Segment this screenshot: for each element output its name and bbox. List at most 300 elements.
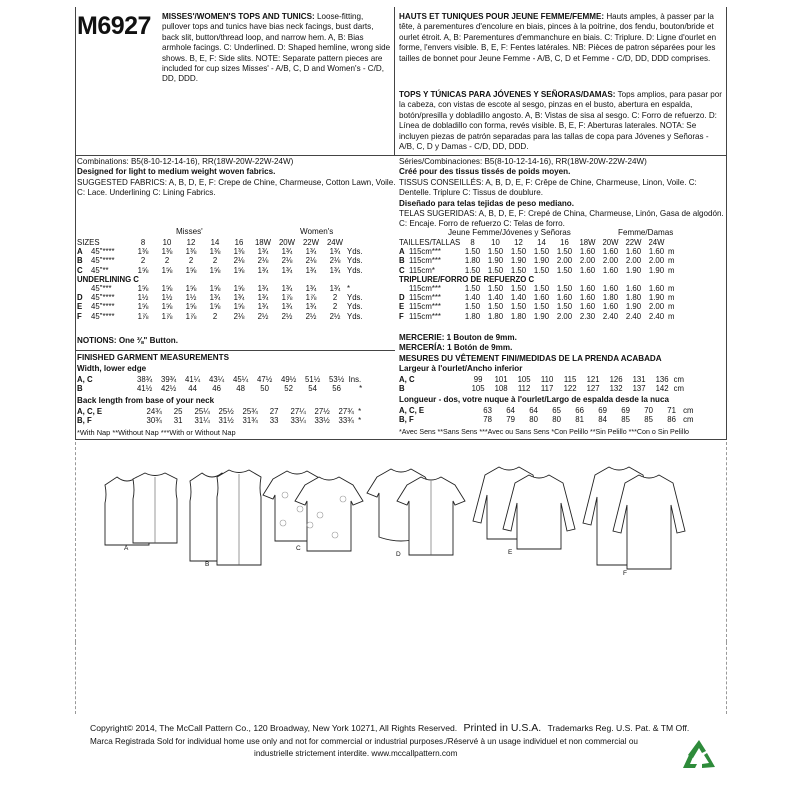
- description-spanish-title: TOPS Y TÚNICAS PARA JÓVENES Y SEÑORAS/DAMAS:: [399, 90, 616, 99]
- right-yardage-cell: 2.40: [648, 311, 665, 321]
- right-yardage-width: 115cm***: [409, 256, 441, 266]
- right-yardage-cell: 1.60: [556, 293, 573, 303]
- merceria-es: MERCERÍA: 1 Botón de 9mm.: [399, 343, 513, 352]
- left-width-cell: 49½: [281, 375, 297, 384]
- right-yardage-cell: 1.50: [464, 247, 481, 257]
- footer-line-2: Marca Registrada Sold for individual home use only and not for commercial or industrial purposes./Réservé à un usage individuel et non commercial ou: [90, 737, 638, 746]
- right-longueur-row: [399, 406, 725, 415]
- left-yardage-cell: 2½: [281, 311, 293, 321]
- right-yardage-cell: 1.60: [602, 284, 619, 294]
- right-yardage-cell: 1.50: [510, 284, 527, 294]
- left-yardage-cell: 2: [212, 256, 218, 266]
- right-longueur-cell: 70: [644, 406, 653, 415]
- left-yardage-cell: 1⅝: [233, 284, 245, 294]
- left-yardage-size-4: 16: [234, 238, 244, 247]
- left-yardage-cell: 2½: [305, 311, 317, 321]
- left-yardage-size-7: 22W: [302, 238, 320, 247]
- left-yardage-cell: 1⅜: [161, 247, 173, 257]
- right-yardage-cell: 1.50: [487, 302, 504, 312]
- largeur-table: [399, 375, 725, 393]
- right-largeur-cell: 101: [494, 375, 508, 384]
- right-yardage-cell: 2.00: [625, 256, 642, 266]
- right-largeur-width: [415, 375, 467, 384]
- left-yardage-width: 45"****: [91, 302, 115, 312]
- largeur-title: Largeur à l'ourlet/Ancho inferior: [399, 364, 523, 373]
- left-yardage-cell: 1¾: [305, 302, 317, 312]
- right-yardage-view: E: [399, 302, 405, 312]
- right-yardage-cell: 1.60: [625, 284, 642, 294]
- right-yardage-cell: 1.50: [487, 265, 504, 275]
- right-largeur-cell: 110: [540, 375, 554, 384]
- left-back-width: [102, 416, 142, 425]
- left-yardage-cell: 1⅝: [233, 265, 245, 275]
- right-yardage-row: [399, 247, 725, 256]
- left-back-cell: 33½: [314, 416, 330, 426]
- fabrics-fr-text: TISSUS CONSEILLÉS: A, B, D, E, F: Crêpe de Chine, Charmeuse, Linon, Voile. C: Dentelle. Triplure C: Tissus de doublure.: [399, 177, 697, 198]
- left-yardage-width: 45"****: [91, 311, 115, 321]
- right-yardage-width: 115cm*: [409, 265, 435, 275]
- left-yardage-cell: 2: [332, 302, 338, 312]
- womens-group-label: Women's: [300, 227, 334, 236]
- right-yardage-cell: 1.80: [625, 293, 642, 303]
- left-yardage-table: [77, 238, 395, 321]
- left-yardage-sizes-label: SIZES: [77, 238, 100, 247]
- right-largeur-cell: 112: [517, 384, 531, 394]
- left-yardage-row: [77, 247, 395, 256]
- left-width-unit: Ins.: [348, 375, 362, 384]
- right-yardage-cell: 1.50: [533, 265, 550, 275]
- fabrics-es-text: TELAS SUGERIDAS: A, B, D, E, F: Crepé de China, Charmeuse, Linón, Gasa de algodón. C: Encaje. Forro de refuerzo C: Telas de forro.: [399, 209, 724, 229]
- left-yardage-view: F: [77, 311, 82, 321]
- view-b-illustration: [190, 470, 261, 565]
- combinations-text: Combinations: B5(8-10-12-14-16), RR(18W-20W-22W-24W): [77, 157, 294, 166]
- right-longueur-cell: 64: [506, 406, 515, 415]
- left-yardage-cell: 1⅝: [161, 284, 173, 294]
- view-f-label: F: [623, 570, 627, 577]
- left-yardage-cell: 1¾: [257, 284, 269, 294]
- right-longueur-cell: 85: [644, 415, 653, 425]
- right-yardage-cell: 2.00: [579, 256, 596, 266]
- right-largeur-cell: 105: [517, 375, 531, 384]
- left-back-view: B, F: [77, 416, 92, 426]
- right-yardage-cell: 1.40: [464, 293, 481, 303]
- right-yardage-size-0: 8: [470, 238, 475, 247]
- view-c-illustration: [263, 471, 363, 551]
- right-largeur-view: A, C: [399, 375, 415, 384]
- left-back-cell: 33¾: [338, 416, 354, 426]
- left-back-cell: 27: [269, 407, 279, 416]
- left-yardage-cell: 1¾: [281, 265, 293, 275]
- right-yardage-table: [399, 238, 725, 321]
- right-yardage-size-2: 12: [514, 238, 523, 247]
- left-back-cell: 27¾: [338, 407, 354, 416]
- left-back-cell: 27¼: [290, 407, 306, 416]
- right-longueur-cell: 69: [598, 406, 607, 415]
- left-yardage-width: 45"****: [91, 293, 115, 303]
- right-longueur-cell: 71: [667, 406, 676, 415]
- left-yardage-width: 45"****: [91, 247, 115, 257]
- right-longueur-cell: 64: [529, 406, 538, 415]
- right-largeur-cell: 132: [609, 384, 623, 394]
- mercerie-fr: MERCERIE: 1 Bouton de 9mm.: [399, 333, 517, 342]
- view-illustrations: [95, 465, 715, 585]
- left-yardage-cell: 2⅛: [329, 256, 341, 266]
- right-longueur-cell: 69: [621, 406, 630, 415]
- right-yardage-cell: 2.40: [602, 311, 619, 321]
- right-yardage-cell: 1.50: [464, 265, 481, 275]
- right-longueur-cell: 65: [552, 406, 561, 415]
- left-yardage-size-1: 10: [162, 238, 172, 247]
- right-yardage-cell: 1.60: [579, 265, 596, 275]
- right-longueur-cell: 80: [529, 415, 538, 425]
- right-yardage-cell: 1.60: [579, 302, 596, 312]
- left-width-cell: 53½: [329, 375, 345, 384]
- right-largeur-row: [399, 384, 725, 393]
- left-cut-line: [75, 442, 76, 642]
- right-yardage-cell: 1.50: [487, 247, 504, 257]
- right-yardage-cell: 2.40: [625, 311, 642, 321]
- right-yardage-size-1: 10: [491, 238, 500, 247]
- left-width-width: [93, 384, 133, 393]
- left-yardage-size-3: 14: [210, 238, 220, 247]
- longueur-title: Longueur - dos, votre nuque à l'ourlet/Largo de espalda desde la nuca: [399, 395, 669, 404]
- right-yardage-cell: 1.60: [579, 293, 596, 303]
- description-french-title: HAUTS ET TUNIQUES POUR JEUNE FEMME/FEMME:: [399, 12, 605, 21]
- left-yardage-cell: 1⅝: [209, 284, 221, 294]
- right-longueur-row: [399, 415, 725, 424]
- left-back-view: A, C, E: [77, 407, 103, 416]
- left-yardage-cell: 1⅝: [209, 302, 221, 312]
- left-width-cell: 38¾: [137, 375, 153, 384]
- right-yardage-view: F: [399, 311, 404, 321]
- left-yardage-cell: 1⅝: [137, 284, 149, 294]
- left-yardage-row: [77, 293, 395, 302]
- right-yardage-size-7: 22W: [625, 238, 642, 247]
- right-yardage-row: [399, 302, 725, 311]
- view-b-label: B: [205, 561, 210, 568]
- left-width-row: [77, 384, 395, 393]
- column-divider: [394, 7, 395, 155]
- left-width-view: B: [77, 384, 83, 394]
- right-yardage-cell: 1.60: [602, 302, 619, 312]
- longueur-table: [399, 406, 725, 424]
- right-longueur-width: [424, 406, 476, 415]
- left-yardage-view: E: [77, 302, 83, 312]
- right-yardage-size-4: 16: [560, 238, 569, 247]
- left-yardage-cell: 2: [188, 256, 194, 266]
- left-yardage-cell: 1½: [161, 293, 173, 303]
- right-yardage-cell: 1.80: [464, 256, 481, 266]
- right-yardage-cell: 1.90: [533, 256, 550, 266]
- right-largeur-cell: 108: [494, 384, 508, 394]
- left-yardage-row: [77, 256, 395, 265]
- right-longueur-view: B, F: [399, 415, 414, 425]
- left-yardage-cell: 1⅜: [209, 247, 221, 257]
- left-yardage-size-8: 24W: [326, 238, 344, 247]
- fgm-title: FINISHED GARMENT MEASUREMENTS: [77, 353, 229, 362]
- left-yardage-cell: 1¾: [329, 247, 341, 257]
- right-yardage-cell: 1.90: [625, 265, 642, 275]
- right-largeur-cell: 142: [655, 384, 669, 394]
- right-largeur-unit: cm: [673, 384, 685, 394]
- jeune-group-label: Jeune Femme/Jóvenes y Señoras: [448, 228, 571, 237]
- right-longueur-width: [424, 415, 476, 424]
- left-yardage-cell: 2: [164, 256, 170, 266]
- femme-group-label: Femme/Damas: [618, 228, 674, 237]
- right-yardage-cell: 1.80: [464, 311, 481, 321]
- left-yardage-cell: 1⅞: [137, 311, 149, 321]
- left-width-row: [77, 375, 395, 384]
- left-back-row: [77, 407, 395, 416]
- view-a-label: A: [124, 545, 129, 552]
- right-yardage-cell: 1.50: [510, 302, 527, 312]
- right-largeur-cell: 117: [540, 384, 554, 394]
- right-yardage-cell: 1.80: [510, 311, 527, 321]
- left-yardage-cell: 2½: [257, 311, 269, 321]
- left-yardage-cell: 1¾: [305, 247, 317, 257]
- left-yardage-width: 45"****: [91, 256, 115, 266]
- right-largeur-cell: 136: [655, 375, 669, 384]
- right-yardage-size-8: 24W: [648, 238, 665, 247]
- left-width-cell: 45¼: [233, 375, 249, 384]
- left-width-view: A, C: [77, 375, 93, 384]
- right-yardage-cell: 1.90: [533, 311, 550, 321]
- left-yardage-cell: 1¾: [281, 302, 293, 312]
- left-yardage-cell: 1¾: [305, 265, 317, 275]
- left-yardage-cell: 1⅝: [137, 302, 149, 312]
- right-yardage-view: C: [399, 265, 405, 275]
- left-back-cell: 33: [269, 416, 279, 426]
- right-yardage-unit: m: [668, 311, 675, 321]
- pattern-number: M6927: [77, 12, 151, 40]
- view-c-label: C: [296, 545, 301, 552]
- right-cut-line: [726, 442, 727, 642]
- left-back-cell: 25: [173, 407, 183, 416]
- left-yardage-cell: 1¾: [209, 293, 221, 303]
- left-yardage-cell: 1¾: [281, 247, 293, 257]
- right-combinations: [399, 157, 725, 230]
- misses-group-label: Misses': [176, 227, 203, 236]
- right-yardage-width: 115cm***: [409, 247, 441, 257]
- left-yardage-unit: *: [347, 284, 351, 294]
- left-back-cell: 25¼: [194, 407, 210, 416]
- right-largeur-cell: 127: [586, 384, 600, 394]
- right-yardage-row: [399, 312, 725, 321]
- right-largeur-unit: cm: [673, 375, 685, 384]
- left-yardage-cell: 2⅛: [257, 256, 269, 266]
- left-yardage-cell: 1¾: [281, 284, 293, 294]
- right-yardage-cell: 1.50: [464, 302, 481, 312]
- left-combinations: [77, 157, 397, 199]
- left-width-width: [93, 375, 133, 384]
- right-yardage-cell: 2.00: [556, 311, 573, 321]
- left-back-cell: 30¾: [146, 416, 162, 426]
- left-yardage-cell: 1⅝: [185, 265, 197, 275]
- description-english: [162, 12, 392, 85]
- left-yardage-cell: 1½: [185, 293, 197, 303]
- right-longueur-unit: cm: [683, 415, 694, 425]
- right-yardage-cell: 1.60: [579, 247, 596, 257]
- right-yardage-cell: 1.60: [602, 247, 619, 257]
- left-back-cell: 25¾: [242, 407, 258, 416]
- view-d-illustration: [367, 469, 465, 555]
- left-width-cell: 47½: [257, 375, 273, 384]
- right-yardage-subhead: TRIPLURE/FORRO DE REFUERZO C: [399, 274, 535, 284]
- left-width-cell: 39¾: [161, 375, 177, 384]
- left-yardage-cell: 2⅛: [305, 256, 317, 266]
- right-yardage-cell: 2.00: [556, 256, 573, 266]
- left-back-cell: 24¾: [146, 407, 162, 416]
- left-width-cell: 42½: [161, 384, 177, 394]
- right-largeur-cell: 126: [609, 375, 623, 384]
- right-yardage-cell: 1.50: [533, 247, 550, 257]
- right-yardage-cell: 1.50: [556, 247, 573, 257]
- right-yardage-cell: 1.80: [602, 293, 619, 303]
- left-yardage-cell: 2: [140, 256, 146, 266]
- left-yardage-cell: 1⅜: [233, 247, 245, 257]
- right-yardage-row: [399, 256, 725, 265]
- right-longueur-cell: 78: [483, 415, 492, 425]
- footer-line-3: industrielle strictement interdite. www.mccallpattern.com: [254, 749, 458, 758]
- left-yardage-row: [77, 302, 395, 311]
- left-width-cell: 41¼: [185, 375, 201, 384]
- left-yardage-cell: 1⅞: [281, 293, 293, 303]
- right-yardage-cell: 1.50: [487, 284, 504, 294]
- left-yardage-unit: Yds.: [347, 293, 363, 303]
- left-yardage-unit: Yds.: [347, 247, 363, 257]
- left-back-cell: 33¼: [290, 416, 306, 426]
- left-yardage-unit: Yds.: [347, 311, 363, 321]
- left-back-cell: 31: [173, 416, 183, 426]
- right-yardage-unit: m: [668, 256, 675, 266]
- right-yardage-cell: 1.60: [648, 284, 665, 294]
- left-back-unit: *: [358, 407, 362, 416]
- left-yardage-sizes-row: [77, 238, 395, 247]
- left-yardage-cell: 2: [212, 311, 218, 321]
- right-yardage-cell: 1.50: [510, 247, 527, 257]
- right-yardage-row: [399, 284, 725, 293]
- left-width-unit: [373, 384, 395, 393]
- right-longueur-cell: 79: [506, 415, 515, 425]
- right-yardage-cell: 1.90: [648, 265, 665, 275]
- right-yardage-cell: 1.60: [602, 265, 619, 275]
- series-text: Séries/Combinaciones: B5(8-10-12-14-16), RR(18W-20W-22W-24W): [399, 157, 647, 166]
- left-back-cell: 25½: [218, 407, 234, 416]
- left-yardage-subhead: UNDERLINING C: [77, 274, 139, 284]
- left-yardage-cell: 1¾: [233, 293, 245, 303]
- right-yardage-row: [399, 266, 725, 275]
- left-back-cell: 27½: [314, 407, 330, 416]
- left-yardage-cell: 1¾: [329, 265, 341, 275]
- right-longueur-cell: 85: [621, 415, 630, 425]
- left-yardage-view: D: [77, 293, 83, 303]
- recycle-icon: [680, 738, 718, 774]
- right-yardage-unit: m: [668, 293, 675, 303]
- left-yardage-cell: 1¾: [329, 284, 341, 294]
- lower-cut-area: [75, 642, 727, 714]
- right-yardage-cell: 1.50: [556, 265, 573, 275]
- left-yardage-cell: 2⅛: [233, 256, 245, 266]
- left-yardage-size-6: 20W: [278, 238, 296, 247]
- left-width-cell: *: [359, 384, 363, 394]
- right-largeur-row: [399, 375, 725, 384]
- header-divider: [75, 155, 727, 156]
- right-longueur-cell: 81: [575, 415, 584, 425]
- left-width-cell: 48: [236, 384, 245, 394]
- left-yardage-cell: 2⅛: [281, 256, 293, 266]
- left-yardage-cell: 1⅞: [161, 311, 173, 321]
- left-yardage-size-2: 12: [186, 238, 196, 247]
- right-longueur-cell: 84: [598, 415, 607, 425]
- right-yardage-width: 115cm***: [409, 293, 441, 303]
- right-yardage-view: B: [399, 256, 405, 266]
- nap-note-fr-es: *Avec Sens **Sans Sens ***Avec ou Sans Sens *Con Pelillo **Sin Pelillo ***Con o Sin Pelillo: [399, 428, 689, 436]
- right-yardage-cell: 1.60: [579, 284, 596, 294]
- right-largeur-cell: 122: [563, 384, 577, 394]
- right-yardage-cell: 2.00: [602, 256, 619, 266]
- designed-fr-text: Créé pour des tissus tissés de poids moyen.: [399, 167, 571, 177]
- description-french: [399, 12, 725, 64]
- left-yardage-row: [77, 266, 395, 275]
- right-yardage-cell: 1.90: [510, 256, 527, 266]
- right-yardage-cell: 1.50: [556, 302, 573, 312]
- right-longueur-cell: 63: [483, 406, 492, 415]
- right-largeur-cell: 137: [632, 384, 646, 394]
- left-yardage-cell: 1¾: [257, 293, 269, 303]
- right-yardage-cell: 1.60: [533, 293, 550, 303]
- right-largeur-cell: 99: [473, 375, 483, 384]
- right-yardage-cell: 1.50: [510, 265, 527, 275]
- trademark-text: Trademarks Reg. U.S. Pat. & TM Off.: [547, 723, 690, 733]
- right-largeur-width: [415, 384, 467, 393]
- left-yardage-cell: 1⅞: [185, 311, 197, 321]
- right-yardage-unit: m: [668, 265, 675, 275]
- right-yardage-cell: 1.40: [510, 293, 527, 303]
- right-yardage-sizes-label: TAILLES/TALLAS: [399, 238, 461, 247]
- left-width-cell: 44: [188, 384, 197, 394]
- left-back-cell: 31¾: [242, 416, 258, 426]
- left-yardage-cell: 1⅜: [185, 247, 197, 257]
- left-yardage-cell: 1¾: [257, 265, 269, 275]
- right-longueur-cell: 66: [575, 406, 584, 415]
- left-back-unit: *: [358, 416, 362, 426]
- left-yardage-cell: 1¾: [257, 247, 269, 257]
- left-width-cell: 54: [308, 384, 317, 394]
- right-longueur-cell: 80: [552, 415, 561, 425]
- right-yardage-unit: m: [668, 302, 675, 312]
- right-yardage-unit: m: [668, 247, 675, 257]
- right-yardage-row: [399, 293, 725, 302]
- right-yardage-width: 115cm***: [409, 302, 441, 312]
- view-a-illustration: [105, 473, 177, 545]
- notions-text: NOTIONS: One ⅜" Button.: [77, 336, 178, 345]
- right-yardage-sizes-row: [399, 238, 725, 247]
- left-yardage-unit-head: [347, 238, 395, 247]
- width-table: [77, 375, 395, 393]
- footer-line-1: [90, 722, 689, 735]
- designed-es-text: Diseñado para telas tejidas de peso mediano.: [399, 198, 574, 208]
- left-yardage-cell: 1⅝: [233, 302, 245, 312]
- left-width-cell: 43¼: [209, 375, 225, 384]
- left-back-row: [77, 416, 395, 425]
- left-yardage-row: [77, 275, 395, 284]
- left-yardage-view: C: [77, 265, 83, 275]
- left-yardage-width: 45"**: [91, 265, 109, 275]
- right-largeur-view: B: [399, 384, 405, 394]
- designed-for-text: Designed for light to medium weight woven fabrics.: [77, 167, 276, 177]
- left-back-cell: 31½: [218, 416, 234, 426]
- copyright-text: Copyright© 2014, The McCall Pattern Co., 120 Broadway, New York 10271, All Rights Reserved.: [90, 723, 458, 733]
